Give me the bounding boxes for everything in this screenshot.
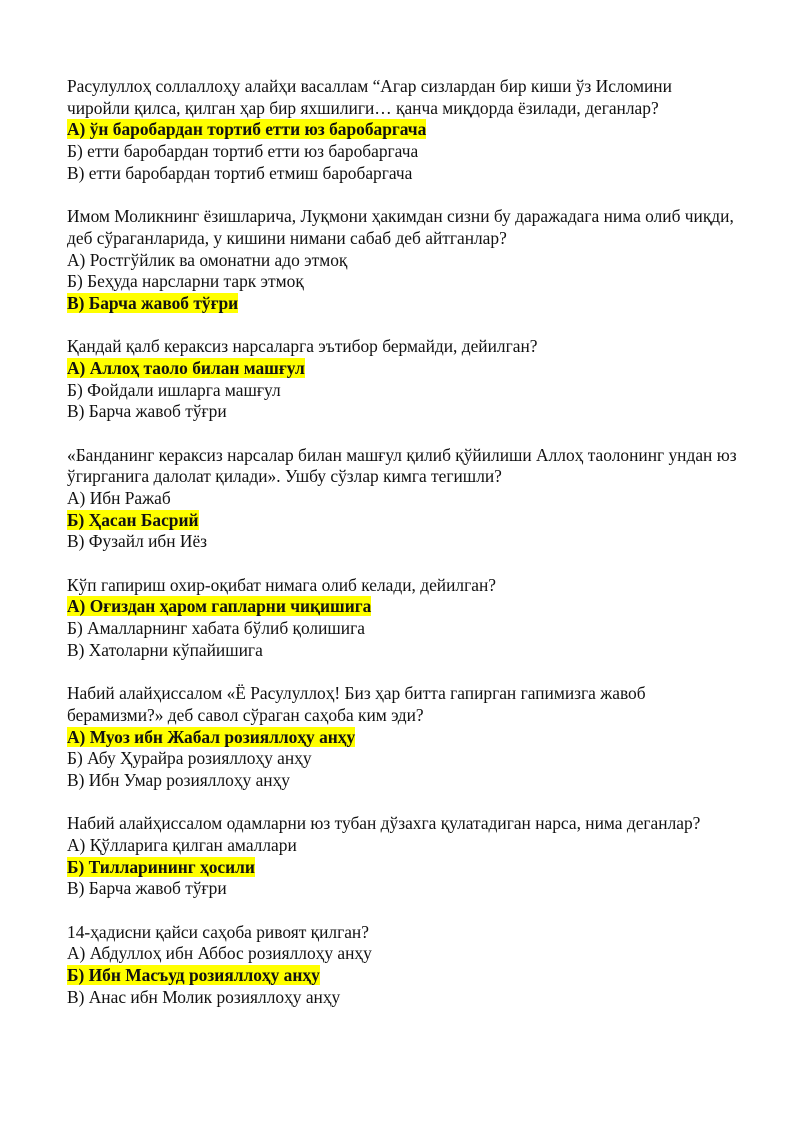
answer-option-c: В) Барча жавоб тўғри — [67, 878, 227, 899]
answer-option-b-correct — [67, 857, 737, 879]
question-block-1 — [67, 76, 737, 185]
question-block-7 — [67, 813, 737, 900]
question-block-4 — [67, 445, 737, 554]
document-page — [67, 76, 737, 1030]
answer-option-b: Б) Амалларнинг хабата бўлиб қолишига — [67, 618, 365, 639]
answer-option-b: Б) Фойдали ишларга машғул — [67, 379, 281, 400]
question-text: «Банданинг кераксиз нарсалар билан машғул қилиб қўйилиши Аллоҳ таолонинг ундан юз ўгирганига далолат қилади». Ушбу сўзлар кимга тегишли? — [67, 444, 737, 487]
correct-answer-highlight: А) ўн баробардан тортиб етти юз баробаргача — [67, 119, 427, 140]
question-block-6 — [67, 683, 737, 792]
question-text: Набий алайҳиссалом «Ё Расулуллоҳ! Биз ҳар битта гапирган гапимизга жавоб берамизми?» деб савол сўраган саҳоба ким эди? — [67, 683, 646, 725]
question-block-3 — [67, 336, 737, 423]
answer-option-b: Б) Абу Ҳурайра розияллоҳу анҳу — [67, 748, 312, 769]
answer-option-a: А) Абдуллоҳ ибн Аббос розияллоҳу анҳу — [67, 943, 372, 964]
correct-answer-highlight: Б) Тилларининг ҳосили — [67, 856, 255, 877]
answer-option-c: В) Анас ибн Молик розияллоҳу анҳу — [67, 986, 341, 1007]
answer-option-a: А) Ибн Ражаб — [67, 488, 171, 509]
question-block-2 — [67, 206, 737, 315]
question-block-5 — [67, 575, 737, 662]
answer-option-a: А) Ростгўйлик ва омонатни адо этмоқ — [67, 249, 348, 270]
answer-option-b-correct — [67, 510, 737, 532]
answer-option-c: В) етти баробардан тортиб етмиш баробаргача — [67, 162, 413, 183]
correct-answer-highlight: Б) Ибн Масъуд розияллоҳу анҳу — [67, 965, 320, 986]
correct-answer-highlight: В) Барча жавоб тўғри — [67, 292, 239, 313]
answer-option-c: В) Барча жавоб тўғри — [67, 401, 227, 422]
question-text: 14-ҳадисни қайси саҳоба ривоят қилган? — [67, 921, 369, 942]
answer-option-a-correct — [67, 119, 737, 141]
answer-option-c-correct — [67, 293, 737, 315]
answer-option-c: В) Фузайл ибн Иёз — [67, 531, 208, 552]
answer-option-a-correct — [67, 358, 737, 380]
correct-answer-highlight: А) Аллоҳ таоло билан машғул — [67, 357, 305, 378]
answer-option-b-correct — [67, 965, 737, 987]
question-text: Имом Моликнинг ёзишларича, Луқмони ҳакимдан сизни бу даражадага нима олиб чиқди, деб сўраганларида, у кишини нимани сабаб деб айтганлар? — [67, 206, 734, 248]
answer-option-b: Б) Беҳуда нарсларни тарк этмоқ — [67, 271, 304, 292]
answer-option-c: В) Ибн Умар розияллоҳу анҳу — [67, 769, 291, 790]
question-text: Набий алайҳиссалом одамларни юз тубан дўзахга қулатадиган нарса, нима деганлар? — [67, 813, 701, 834]
answer-option-a: А) Қўлларига қилган амаллари — [67, 834, 297, 855]
question-text: Қандай қалб кераксиз нарсаларга эътибор бермайди, дейилган? — [67, 336, 538, 357]
answer-option-c: В) Хатоларни кўпайишига — [67, 639, 263, 660]
question-text: Кўп гапириш охир-оқибат нимага олиб келади, дейилган? — [67, 574, 496, 595]
question-text: Расулуллоҳ соллаллоҳу алайҳи васаллам “Агар сизлардан бир киши ўз Исломини чиройли қилса, қилган ҳар бир яхшилиги… қанча миқдорда ёзилади, деганлар? — [67, 76, 672, 118]
answer-option-a-correct — [67, 727, 737, 749]
correct-answer-highlight: А) Оғиздан ҳаром гапларни чиқишига — [67, 596, 372, 617]
correct-answer-highlight: А) Муоз ибн Жабал розияллоҳу анҳу — [67, 726, 356, 747]
question-block-8 — [67, 922, 737, 1009]
answer-option-b: Б) етти баробардан тортиб етти юз баробаргача — [67, 141, 419, 162]
correct-answer-highlight: Б) Ҳасан Басрий — [67, 509, 199, 530]
answer-option-a-correct — [67, 596, 737, 618]
